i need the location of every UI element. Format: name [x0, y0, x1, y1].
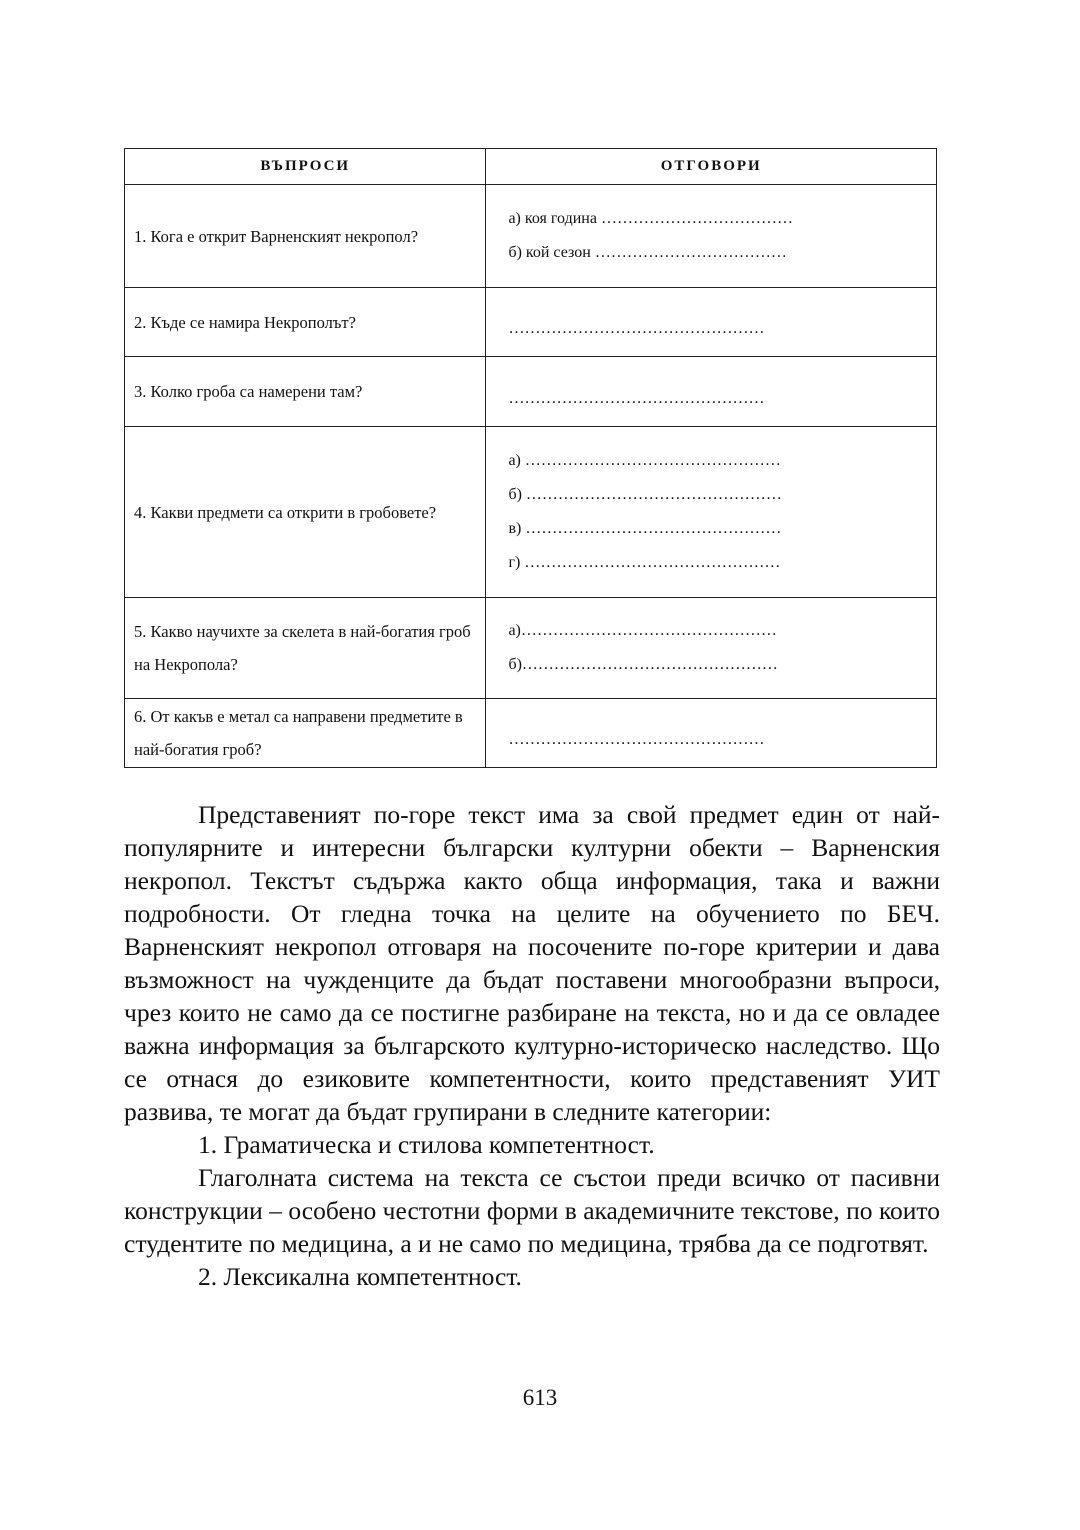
table-row — [125, 357, 937, 427]
question-cell: 1. Кога е открит Варненският некропол? — [125, 185, 486, 288]
questions-answers-table — [124, 148, 937, 768]
answer-cell — [486, 288, 937, 357]
answer-line: а) коя година ……………………………… — [508, 210, 793, 227]
answer-line: б) кой сезон ……………………………… — [508, 244, 787, 261]
table-row — [125, 288, 937, 357]
paragraph: Глаголната система на текста се състои преди всичко от пасивни конструкции – особено честотни форми в академичните текстове, по които студентите по медицина, а и не само по медицина, трябва да се подготвят. — [124, 1163, 940, 1258]
page-number: 613 — [522, 1385, 558, 1410]
table-row — [125, 699, 937, 768]
question-cell: 4. Какви предмети са открити в гробовете? — [125, 427, 486, 598]
section-heading: 2. Лексикална компетентност. — [198, 1262, 522, 1291]
answer-line: ………………………………………… — [508, 320, 765, 337]
table-row — [125, 598, 937, 699]
answer-line: ………………………………………… — [508, 731, 765, 748]
table-row — [125, 185, 937, 288]
answer-line: б)………………………………………… — [508, 656, 778, 673]
question-cell: 6. От какъв е метал са направени предметите в най-богатия гроб? — [125, 699, 486, 768]
question-cell: 5. Какво научихте за скелета в най-богатия гроб на Некропола? — [125, 598, 486, 699]
body-text — [124, 798, 940, 1293]
answer-cell — [486, 699, 937, 768]
question-cell: 3. Колко гроба са намерени там? — [125, 357, 486, 427]
table-header-row — [125, 149, 937, 185]
answer-line: а) ………………………………………… — [508, 452, 781, 469]
answer-cell — [486, 185, 937, 288]
questions-header: ВЪПРОСИ — [125, 149, 486, 185]
answer-line: а)………………………………………… — [508, 622, 777, 639]
answer-line: в) ………………………………………… — [508, 520, 782, 537]
answer-cell — [486, 427, 937, 598]
answer-cell — [486, 357, 937, 427]
question-cell: 2. Къде се намира Некрополът? — [125, 288, 486, 357]
answer-line: г) ………………………………………… — [508, 554, 781, 571]
answers-header: ОТГОВОРИ — [486, 149, 937, 185]
table-row — [125, 427, 937, 598]
paragraph: Представеният по-горе текст има за свой предмет един от най-популярните и интересни български културни обекти – Варненския некропол. Текстът съдържа както обща информация, така и важни подробности. От гледна точка на целите на обучението по БЕЧ. Варненският некропол отговаря на посочените по-горе критерии и дава възможност на чужденците да бъдат поставени многообразни въпроси, чрез които не само да се постигне разбиране на текста, но и да се овладее важна информация за българското културно-историческо наследство. Що се отнася до езиковите компетентности, които представеният УИТ развива, те могат да бъдат групирани в следните категории: — [124, 800, 940, 1126]
section-heading: 1. Граматическа и стилова компетентност. — [198, 1130, 655, 1159]
answer-cell — [486, 598, 937, 699]
answer-line: ………………………………………… — [508, 389, 765, 407]
answer-line: б) ………………………………………… — [508, 486, 782, 503]
